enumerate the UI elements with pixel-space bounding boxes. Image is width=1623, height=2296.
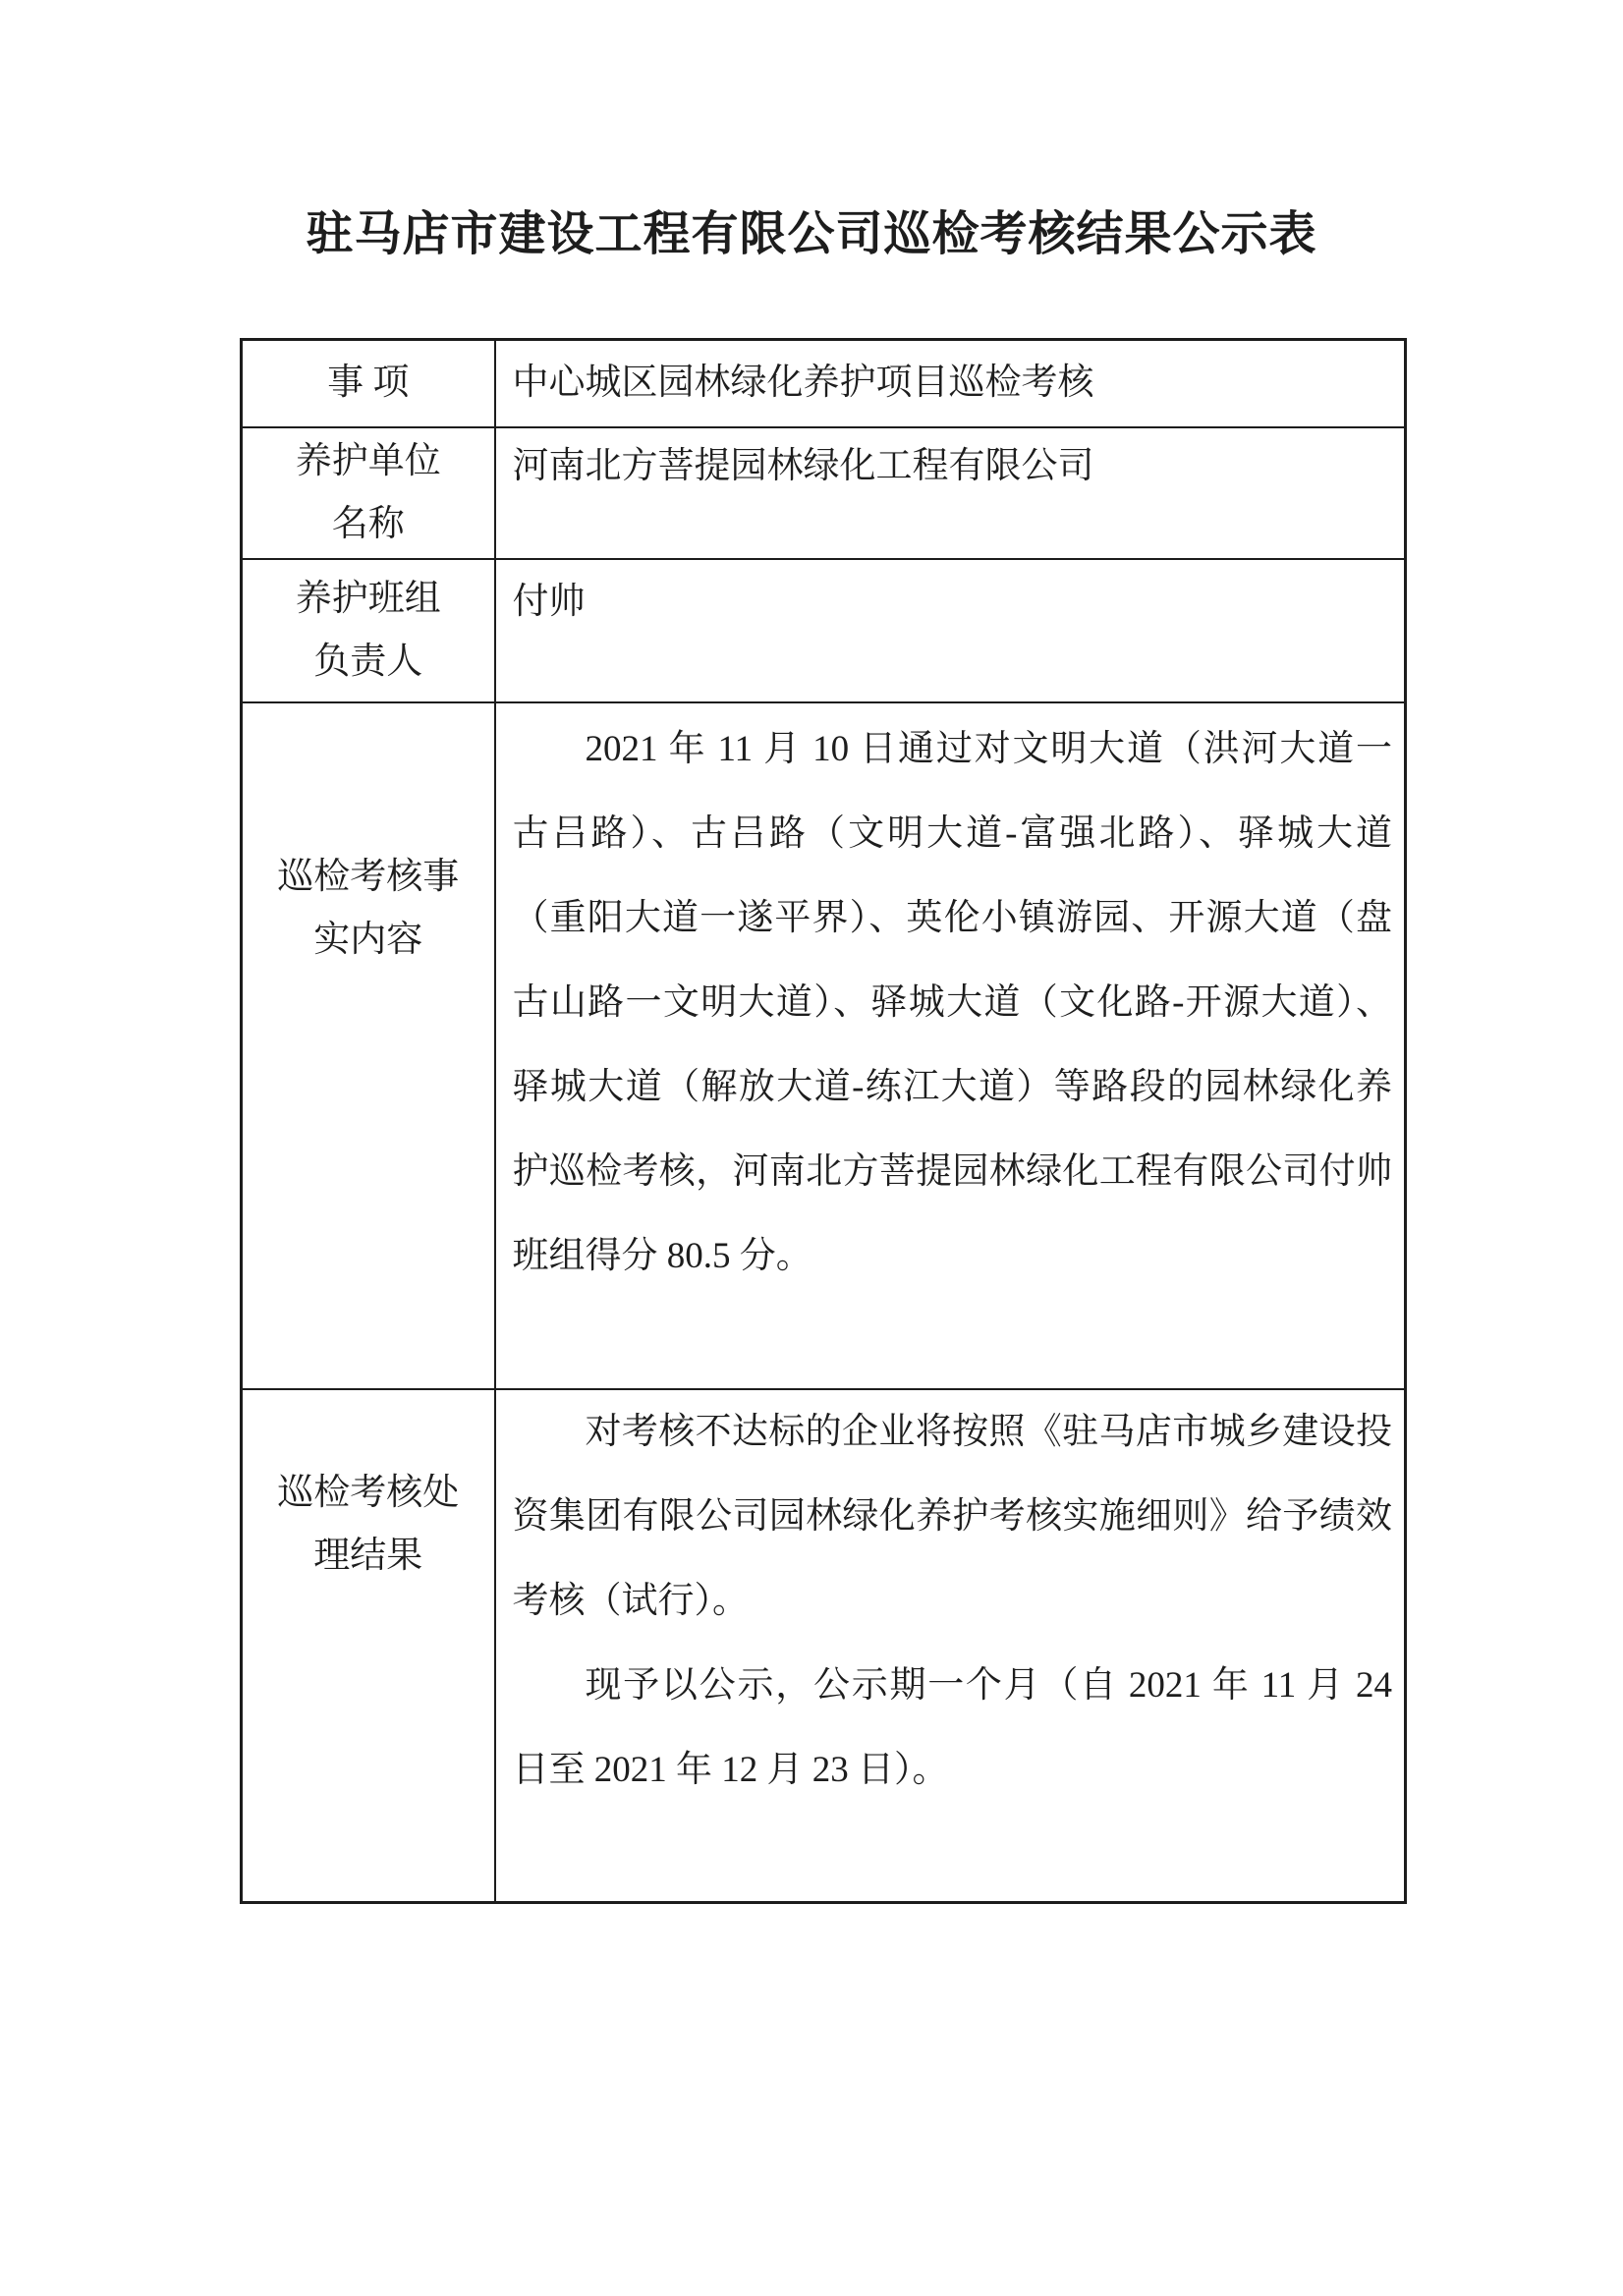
row-facts-paragraph: 2021 年 11 月 10 日通过对文明大道（洪河大道一古吕路）、古吕路（文明大道-富强北路）、驿城大道（重阳大道一遂平界）、英伦小镇游园、开源大道（盘古山路一文明大道）、驿城大道（文化路-开源大道）、驿城大道（解放大道-练江大道）等路段的园林绿化养护巡检考核，河南北方菩提园林绿化工程有限公司付帅班组得分 80.5 分。 bbox=[512, 728, 1392, 1276]
row-leader-value-cell bbox=[495, 559, 1406, 702]
table-row-team-leader bbox=[242, 559, 1406, 702]
row-item-label: 事 项 bbox=[327, 363, 410, 404]
row-item-value-cell bbox=[495, 340, 1406, 427]
row-result-label-line-2: 理结果 bbox=[313, 1535, 423, 1576]
table-row-handling-result bbox=[242, 1389, 1406, 1903]
row-unit-label-line-1: 养护单位 bbox=[295, 440, 441, 481]
row-leader-value: 付帅 bbox=[512, 581, 586, 622]
row-result-value-cell bbox=[495, 1389, 1406, 1903]
row-unit-label-cell bbox=[242, 427, 495, 559]
row-leader-label-cell bbox=[242, 559, 495, 702]
row-facts-label-cell bbox=[242, 702, 495, 1389]
row-facts-label-line-1: 巡检考核事 bbox=[277, 856, 460, 897]
row-unit-label-line-2: 名称 bbox=[331, 503, 405, 544]
row-result-paragraph-2: 现予以公示，公示期一个月（自 2021 年 11 月 24 日至 2021 年 12 月 23 日）。 bbox=[512, 1664, 1392, 1790]
row-item-label-cell bbox=[242, 340, 495, 427]
table-row-maintenance-unit bbox=[242, 427, 1406, 559]
inspection-result-table bbox=[240, 338, 1407, 1904]
row-unit-value-cell bbox=[495, 427, 1406, 559]
row-facts-label-line-2: 实内容 bbox=[313, 919, 423, 960]
row-result-paragraph-1: 对考核不达标的企业将按照《驻马店市城乡建设投资集团有限公司园林绿化养护考核实施细则》给予绩效考核（试行）。 bbox=[512, 1411, 1392, 1621]
row-leader-label-line-1: 养护班组 bbox=[295, 578, 441, 619]
table-row-item bbox=[242, 340, 1406, 427]
row-unit-value: 河南北方菩提园林绿化工程有限公司 bbox=[512, 445, 1094, 486]
row-result-label-line-1: 巡检考核处 bbox=[277, 1472, 460, 1513]
table-row-inspection-facts bbox=[242, 702, 1406, 1389]
row-item-value: 中心城区园林绿化养护项目巡检考核 bbox=[512, 363, 1094, 404]
row-result-label-cell bbox=[242, 1389, 495, 1903]
page-title: 驻马店市建设工程有限公司巡检考核结果公示表 bbox=[306, 208, 1317, 260]
row-leader-label-line-2: 负责人 bbox=[313, 641, 423, 682]
row-facts-value-cell bbox=[495, 702, 1406, 1389]
